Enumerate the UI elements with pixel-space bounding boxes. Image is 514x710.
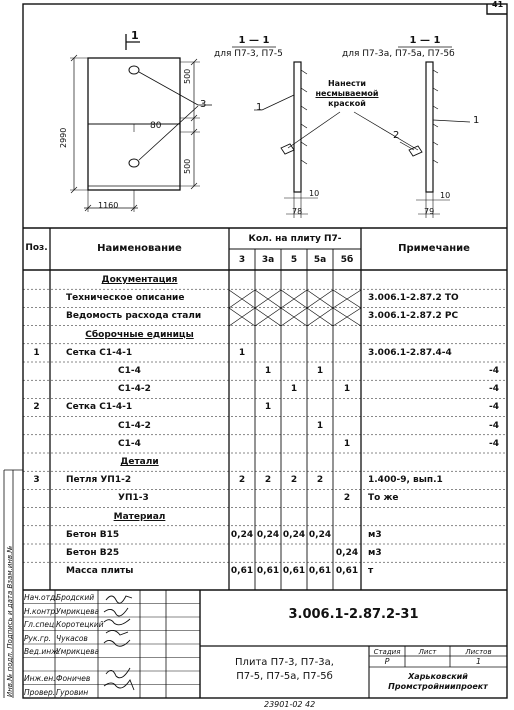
dim-10-left: 10 [309, 189, 320, 198]
qty-cell: 2 [238, 475, 246, 486]
signature-name: Чукасов [56, 633, 88, 643]
leader-label-2: 2 [393, 130, 400, 141]
signature-scribbles [104, 596, 134, 690]
row-pos: 3 [33, 475, 40, 486]
signature-role: Н.контр. [24, 606, 58, 616]
section-heading: Материал [113, 511, 166, 522]
qty-cell: 1 [316, 420, 324, 431]
qty-cell: 0,61 [335, 566, 359, 577]
section-right-subtitle: для П7-3а, П7-5а, П7-5б [342, 49, 455, 59]
qty-cell: 1 [343, 384, 351, 395]
row-name: С1-4-2 [118, 384, 151, 395]
qty-cell: 1 [290, 384, 298, 395]
note-line-3: краской [328, 99, 366, 108]
header-pos: Поз. [25, 243, 48, 253]
header-qty-group: Кол. на плиту П7- [248, 234, 342, 244]
row-note: 3.006.1-2.87.4-4 [368, 347, 452, 358]
section-heading: Документация [101, 275, 178, 285]
row-note: -4 [489, 420, 499, 431]
section-mark-label: 1 [131, 29, 139, 42]
section-right-title: 1 — 1 [409, 35, 441, 46]
header-qty-col-3: 3 [238, 255, 246, 265]
qty-cell: 0,61 [282, 566, 306, 577]
row-note: м3 [368, 529, 382, 540]
section-left-title: 1 — 1 [238, 35, 270, 46]
document-code: 3.006.1-2.87.2-31 [288, 607, 419, 622]
dim-2990: 2990 [59, 127, 68, 148]
qty-cell: 0,24 [308, 529, 332, 540]
qty-cell: 0,24 [335, 548, 359, 558]
qty-cell: 0,24 [282, 529, 306, 540]
dim-500-bottom: 500 [183, 158, 192, 174]
row-name: Масса плиты [66, 566, 134, 577]
section-left-subtitle: для П7-3, П7-5 [214, 49, 283, 59]
row-name: Сетка С1-4-1 [66, 402, 133, 413]
dim-78: 78 [292, 207, 303, 216]
dim-500-top: 500 [183, 68, 192, 84]
signature-role: Рук.гр. [24, 633, 51, 643]
qty-cell: 1 [238, 347, 246, 358]
signature-role: Нач.отд. [24, 593, 58, 602]
note-line-1: Нанести [327, 79, 367, 88]
dim-10-right: 10 [440, 191, 451, 200]
signature-name: Бродский [56, 593, 95, 602]
title-line-2: П7-5, П7-5а, П7-5б [236, 671, 333, 682]
row-note: т [368, 566, 374, 577]
qty-cell: 2 [316, 475, 324, 486]
header-note: Примечание [398, 243, 470, 254]
header-qty-col-5: 5 [290, 255, 298, 265]
plate-drawing [70, 34, 212, 212]
row-name: Петля УП1-2 [66, 475, 132, 486]
row-note: 1.400-9, вып.1 [368, 475, 443, 486]
qty-cell: 0,24 [230, 529, 254, 540]
signature-name: Фоничев [56, 674, 91, 683]
section-left [232, 47, 340, 218]
signature-role: Гл.спец. [24, 620, 57, 629]
qty-cell: 2 [264, 475, 272, 486]
side-stamp: Инв.№ подл. Подпись и дата Взам.инв.№ [6, 545, 14, 697]
signature-role: Провер. [24, 687, 56, 697]
row-name: С1-4-2 [118, 420, 151, 431]
qty-cell: 0,61 [256, 566, 280, 577]
org-line-1: Харьковский [408, 672, 468, 681]
page-corner-number: 41 [492, 0, 504, 9]
note-line-2: несмываемой [315, 89, 379, 98]
signature-name: Умрикцева [56, 647, 100, 656]
row-note: 3.006.1-2.87.2 ТО [368, 293, 459, 304]
row-name: Ведомость расхода стали [66, 311, 202, 322]
header-qty-col-5b: 5б [340, 255, 354, 265]
leader-label-1-left: 1 [256, 102, 263, 113]
row-name: С1-4 [118, 366, 141, 376]
stage-value: Р [384, 657, 390, 666]
row-note: -4 [489, 366, 499, 376]
qty-cell: 1 [264, 402, 272, 413]
row-name: С1-4 [118, 438, 141, 449]
header-qty-col-3a: 3а [261, 255, 275, 265]
signature-name: Гуровин [56, 687, 89, 697]
qty-cell: 1 [316, 366, 324, 376]
qty-cell: 1 [264, 366, 272, 376]
section-right [354, 47, 470, 218]
bottom-number: 23901-02 42 [264, 700, 316, 709]
row-pos: 2 [33, 402, 40, 413]
signature-role: Вед.инж. [24, 647, 61, 656]
sheet-label: Лист [418, 648, 437, 656]
qty-cell: 0,61 [308, 566, 332, 577]
row-name: УП1-3 [118, 493, 149, 504]
row-name: Сетка С1-4-1 [66, 347, 133, 358]
row-pos: 1 [33, 347, 40, 358]
signature-name: Умрикцева [56, 606, 100, 616]
stage-label: Стадия [373, 648, 401, 656]
qty-cell: 2 [343, 493, 351, 504]
leader-label-3: 3 [200, 99, 207, 110]
qty-cell: 0,61 [230, 566, 254, 577]
header-qty-col-5a: 5а [313, 255, 327, 265]
row-name: Техническое описание [66, 293, 185, 304]
row-name: Бетон В15 [66, 529, 120, 540]
row-note: -4 [489, 402, 499, 413]
sheets-value: 1 [475, 657, 482, 666]
dim-1160: 1160 [98, 201, 119, 210]
qty-cell: 2 [290, 475, 298, 486]
signature-role: Инж.ен. [24, 674, 56, 683]
row-name: Бетон В25 [66, 548, 120, 558]
leader-label-1-right: 1 [473, 115, 480, 126]
dim-80: 80 [150, 121, 162, 131]
row-note: То же [368, 493, 399, 504]
dim-79: 79 [424, 207, 435, 216]
row-note: -4 [489, 384, 499, 395]
row-note: -4 [489, 438, 499, 449]
section-heading: Детали [120, 457, 159, 467]
org-line-2: Промстройниипроект [388, 682, 488, 691]
section-heading: Сборочные единицы [85, 329, 194, 340]
sheets-label: Листов [465, 648, 492, 656]
qty-cell: 0,24 [256, 529, 280, 540]
row-note: м3 [368, 548, 382, 558]
row-note: 3.006.1-2.87.2 РС [368, 311, 459, 322]
qty-cell: 1 [343, 438, 351, 449]
title-line-1: Плита П7-3, П7-3а, [235, 657, 334, 668]
signature-name: Коротецкий [56, 620, 104, 629]
header-name: Наименование [97, 243, 182, 254]
